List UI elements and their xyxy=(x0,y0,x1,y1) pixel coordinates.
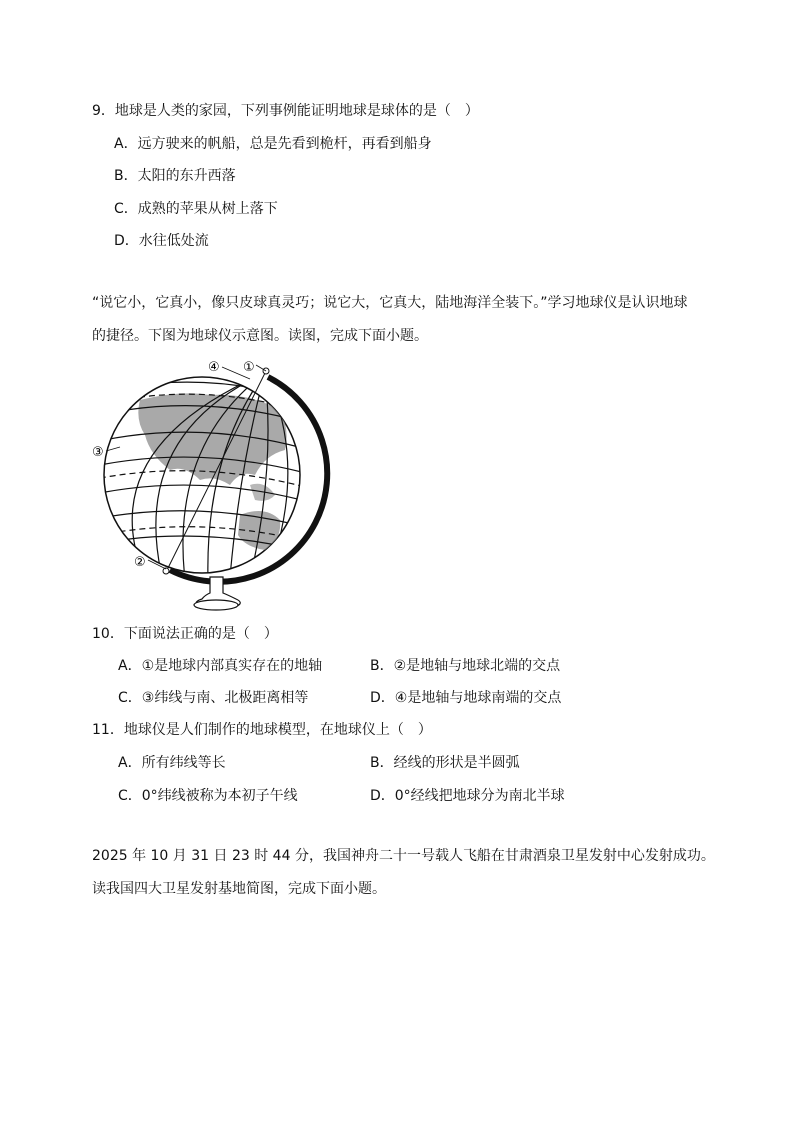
question-9-stem: 9．地球是人类的家园，下列事例能证明地球是球体的是（ ） xyxy=(92,103,479,119)
label-1: ① xyxy=(243,360,255,375)
question-9-option-c: C．成熟的苹果从树上落下 xyxy=(114,201,278,217)
question-11-stem: 11．地球仪是人们制作的地球模型，在地球仪上（ ） xyxy=(92,722,432,738)
question-10-stem: 10．下面说法正确的是（ ） xyxy=(92,626,278,642)
intro-paragraph-line-2: 的捷径。下图为地球仪示意图。读图，完成下面小题。 xyxy=(92,328,428,344)
question-11-option-a: A．所有纬线等长 xyxy=(118,755,226,771)
question-11-option-d: D．0°经线把地球分为南北半球 xyxy=(370,788,565,804)
question-11-option-b: B．经线的形状是半圆弧 xyxy=(370,755,520,771)
label-4: ④ xyxy=(208,360,220,375)
intro-paragraph-line-1: “说它小，它真小，像只皮球真灵巧；说它大，它真大，陆地海洋全装下。”学习地球仪是认识地球 xyxy=(92,295,688,311)
label-3: ③ xyxy=(92,445,104,460)
question-10-option-c: C．③纬线与南、北极距离相等 xyxy=(118,690,309,706)
globe-diagram xyxy=(90,355,340,615)
question-11-option-c: C．0°纬线被称为本初子午线 xyxy=(118,788,298,804)
question-10-option-b: B．②是地轴与地球北端的交点 xyxy=(370,658,561,674)
question-9-option-d: D．水往低处流 xyxy=(114,233,209,249)
question-10-option-a: A．①是地球内部真实存在的地轴 xyxy=(118,658,323,674)
label-2: ② xyxy=(134,555,146,570)
intro2-paragraph-line-2: 读我国四大卫星发射基地简图，完成下面小题。 xyxy=(92,881,386,897)
intro2-paragraph-line-1: 2025 年 10 月 31 日 23 时 44 分，我国神舟二十一号载人飞船在甘肃酒泉卫星发射中心发射成功。 xyxy=(92,848,715,864)
question-9-option-a: A．远方驶来的帆船，总是先看到桅杆，再看到船身 xyxy=(114,136,432,152)
question-10-option-d: D．④是地轴与地球南端的交点 xyxy=(370,690,562,706)
question-9-option-b: B．太阳的东升西落 xyxy=(114,168,236,184)
